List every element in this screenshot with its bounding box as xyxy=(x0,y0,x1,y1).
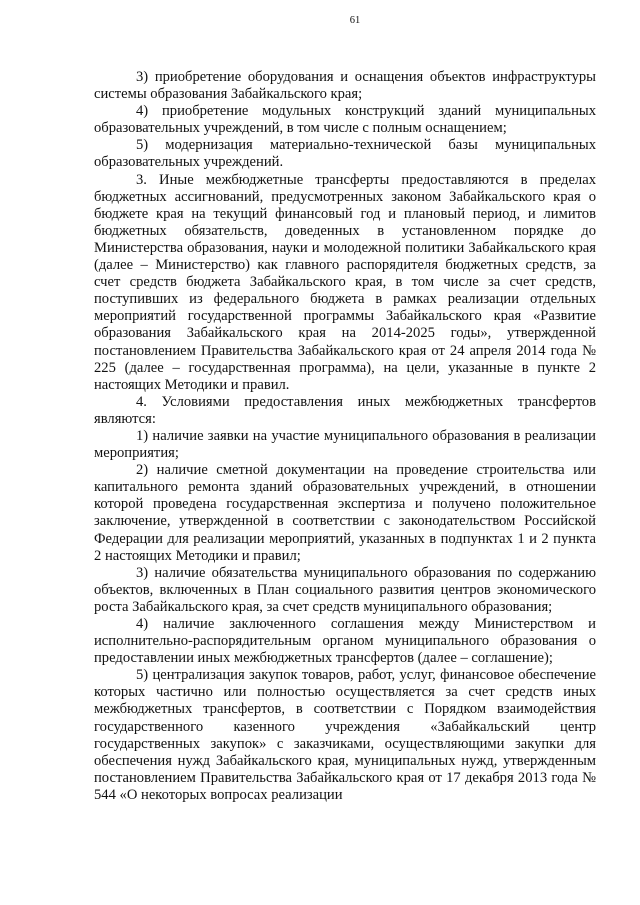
paragraph-item-3: 3) приобретение оборудования и оснащения объектов инфраструктуры системы образования Забайкальского края; xyxy=(94,69,596,103)
paragraph-condition-2: 2) наличие сметной документации на проведение строительства или капитального ремонта зданий образовательных учреждений, в отношении которой проведена государственная экспертиза и получено положительное заключение, утвержденной в соответствии с законодательством Российской Федерации для реализации мероприятий, указанных в подпунктах 1 и 2 пункта 2 настоящих Методики и правил; xyxy=(94,462,596,564)
page-number: 61 xyxy=(349,15,361,26)
paragraph-condition-1: 1) наличие заявки на участие муниципального образования в реализации мероприятия; xyxy=(94,427,596,462)
paragraph-condition-3: 3) наличие обязательства муниципального образования по содержанию объектов, включенных в План социального развития центров экономического роста Забайкальского края, за счет средств муниципального образования; xyxy=(94,564,596,615)
paragraph-clause-4: 4. Условиями предоставления иных межбюджетных трансфертов являются: xyxy=(94,393,596,427)
paragraph-item-5: 5) модернизация материально-технической базы муниципальных образовательных учреждений. xyxy=(94,137,596,171)
paragraph-condition-4: 4) наличие заключенного соглашения между Министерством и исполнительно-распорядительным органом муниципального образования о предоставлении иных межбюджетных трансфертов (далее – соглашение); xyxy=(94,616,596,667)
paragraph-item-4: 4) приобретение модульных конструкций зданий муниципальных образовательных учреждений, в том числе с полным оснащением; xyxy=(94,103,596,137)
paragraph-condition-5: 5) централизация закупок товаров, работ, услуг, финансовое обеспечение которых частично или полностью осуществляется за счет средств иных межбюджетных трансфертов, в соответствии с Порядком взаимодействия государственного казенного учреждения «Забайкальский центр государственных закупок» с заказчиками, осуществляющими закупки для обеспечения нужд Забайкальского края, муниципальных нужд, утвержденным постановлением Правительства Забайкальского края от 17 декабря 2013 года № 544 «О некоторых вопросах реализации xyxy=(94,667,596,803)
paragraph-clause-3: 3. Иные межбюджетные трансферты предоставляются в пределах бюджетных ассигнований, предусмотренных законом Забайкальского края о бюджете края на текущий финансовый год и плановый период, и лимитов бюджетных обязательств, доведенных в установленном порядке до Министерства образования, науки и молодежной политики Забайкальского края (далее – Министерство) как главного распорядителя бюджетных средств, за счет средств бюджета Забайкальского края, в том числе за счет средств, поступивших из федерального бюджета в рамках реализации отдельных мероприятий государственной программы Забайкальского края «Развитие образования Забайкальского края на 2014-2025 годы», утвержденной постановлением Правительства Забайкальского края от 24 апреля 2014 года № 225 (далее – государственная программа), на цели, указанные в пункте 2 настоящих Методики и правил. xyxy=(94,171,596,393)
